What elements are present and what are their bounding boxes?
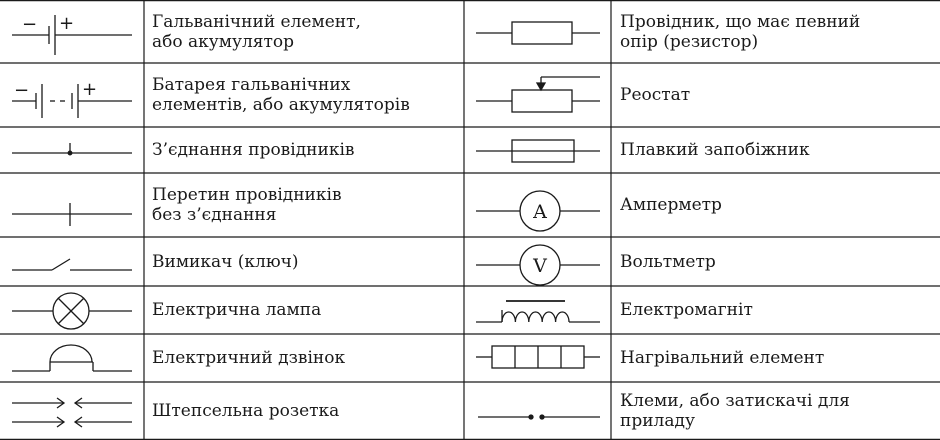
svg-text:+: + [82,79,98,100]
text-line: опір (резистор) [620,31,759,52]
junction-icon [12,143,132,155]
left-row-2-label [152,127,354,173]
left-row-7-label [152,382,339,440]
left-row-4-label [152,237,299,286]
text-line: Перетин провідників [152,185,342,205]
right-row-7-label [620,382,850,440]
ammeter-icon [476,191,600,231]
text-line: без з’єднання [152,205,277,225]
text-line: Вольтметр [620,251,716,272]
heater-icon [476,346,600,368]
switch-icon [12,259,132,270]
svg-text:−: − [14,80,30,101]
battery-icon [12,79,132,118]
left-row-5-label [152,286,321,334]
svg-text:−: − [22,14,38,35]
text-line: Клеми, або затискачі для [620,391,850,411]
right-row-3-label [620,173,722,237]
text-line: Електромагніт [620,300,753,320]
right-row-5-label [620,286,753,334]
text-line: Гальванічний елемент, [152,11,361,32]
text-line: Нагрівальний елемент [620,348,825,368]
left-row-6-label [152,334,345,382]
text-line: Батарея гальванічних [152,75,351,95]
left-row-3-label [152,173,342,237]
text-line: Реостат [620,85,691,105]
svg-text:V: V [533,255,547,277]
right-row-6-label [620,334,824,382]
text-line: Амперметр [620,195,722,215]
resistor-icon [476,22,600,44]
wire-crossing-icon [12,203,132,226]
text-line: приладу [620,411,695,431]
text-line: Плавкий запобіжник [620,140,810,160]
text-line: Електрична лампа [152,300,322,320]
galvanic-cell-icon [12,13,132,55]
rheostat-icon [476,77,600,112]
left-row-1-label [152,63,410,127]
text-line: або акумулятор [152,31,295,52]
fuse-icon [476,140,600,162]
voltmeter-icon [476,245,600,285]
text-line: Провідник, що має певний [620,11,861,32]
right-row-4-label [620,237,716,286]
text-line: Штепсельна розетка [152,401,340,421]
text-line: Вимикач (ключ) [152,251,299,272]
text-line: елементів, або акумуляторів [152,95,410,115]
left-row-0-label [152,0,361,63]
right-row-0-label [620,0,860,63]
lamp-icon [12,293,132,329]
text-line: Електричний дзвінок [152,348,346,368]
socket-icon [12,398,132,427]
right-row-1-label [620,63,690,127]
svg-text:+: + [59,13,75,34]
svg-text:A: A [533,201,547,223]
terminals-icon [478,415,600,419]
electromagnet-icon [476,301,600,322]
bell-icon [12,345,132,371]
text-line: З’єднання провідників [152,140,355,160]
right-row-2-label [620,127,810,173]
